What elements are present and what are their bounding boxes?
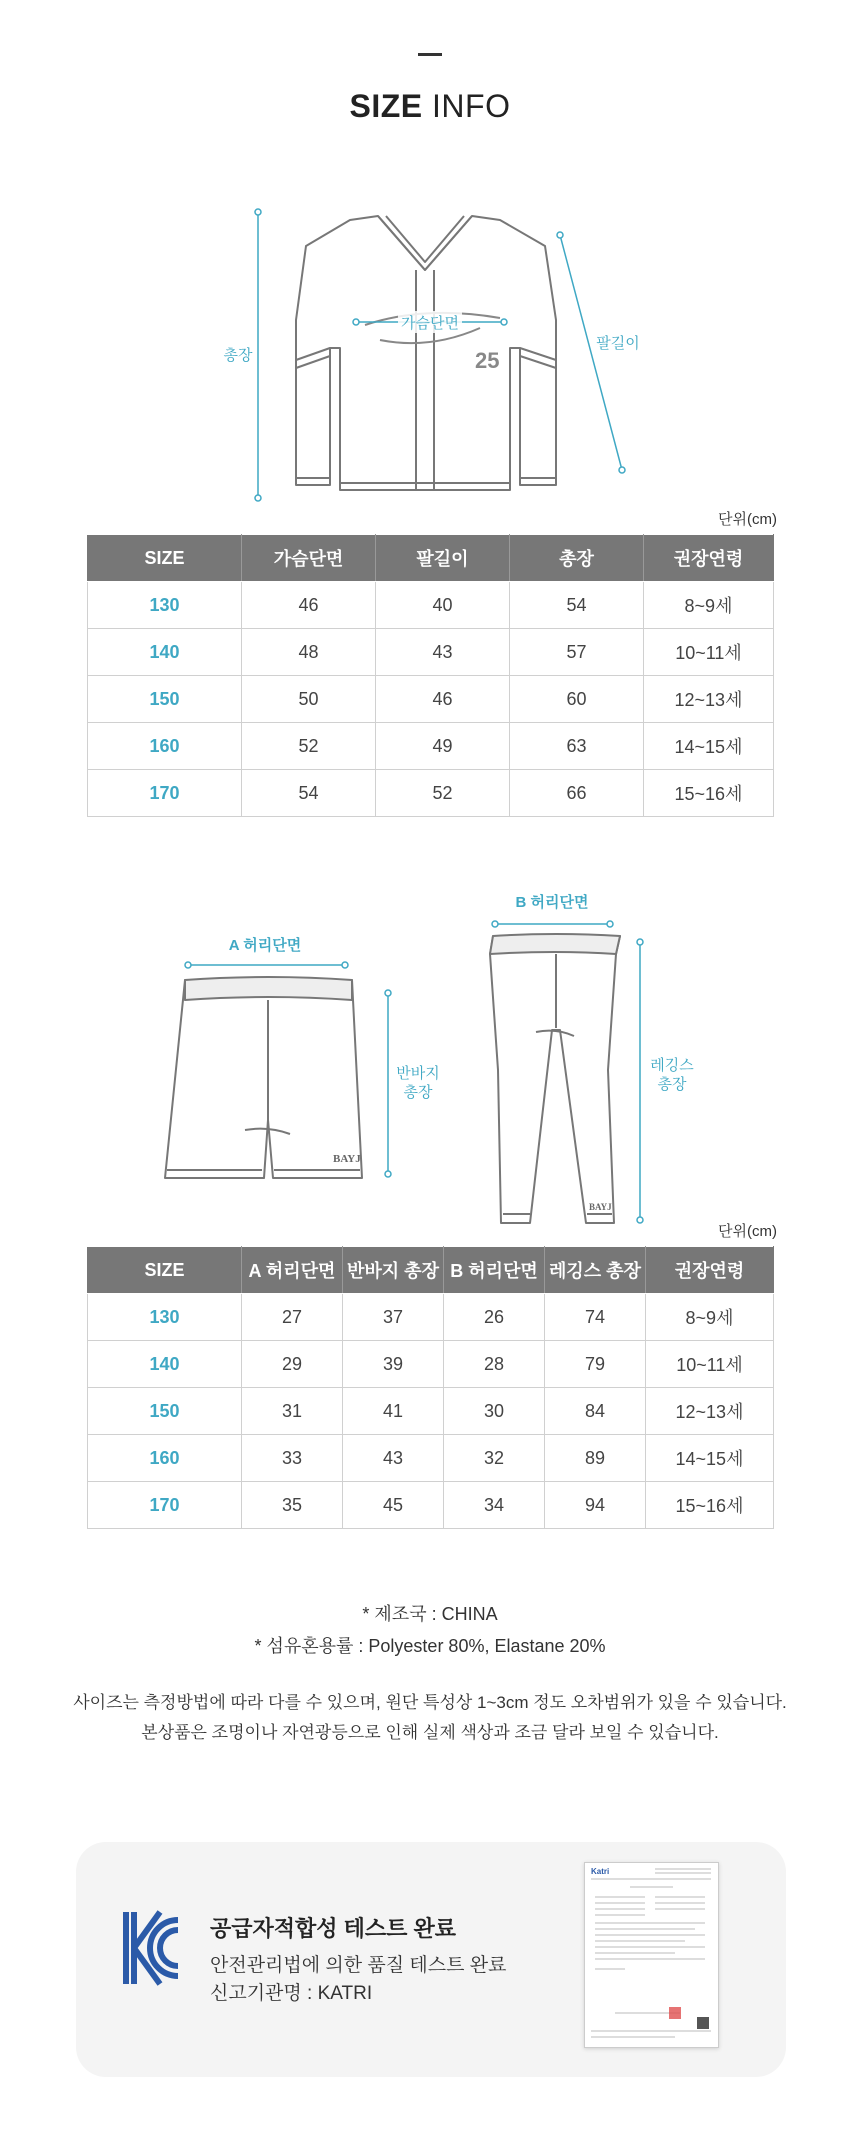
th-age: 권장연령 — [646, 1247, 774, 1294]
jersey-figure — [0, 200, 860, 510]
fabric-note: * 섬유혼용률 : Polyester 80%, Elastane 20% — [254, 1636, 606, 1656]
unit-label-bottom: 단위(cm) — [718, 1223, 777, 1240]
table-cell: 14~15세 — [644, 723, 774, 770]
table-cell: 27 — [242, 1294, 343, 1341]
table-cell: 94 — [545, 1482, 646, 1529]
th-b-waist: B 허리단면 — [444, 1247, 545, 1294]
th-length: 총장 — [510, 535, 644, 582]
leggings-brand-mark: BAYJ — [589, 1202, 612, 1212]
table-cell: 74 — [545, 1294, 646, 1341]
table-cell: 89 — [545, 1435, 646, 1482]
chest-label: 가슴단면 — [401, 315, 459, 332]
th-leggings-length: 레깅스 총장 — [545, 1247, 646, 1294]
table-cell: 15~16세 — [644, 770, 774, 817]
sleeve-label: 팔길이 — [596, 335, 640, 352]
table-cell: 30 — [444, 1388, 545, 1435]
table-cell: 35 — [242, 1482, 343, 1529]
table-cell: 52 — [376, 770, 510, 817]
th-size: SIZE — [88, 1247, 242, 1294]
table-cell: 34 — [444, 1482, 545, 1529]
th-shorts-length: 반바지 총장 — [343, 1247, 444, 1294]
certificate-lines — [585, 1863, 718, 2047]
disclaimer-line-2: 본상품은 조명이나 자연광등으로 인해 실제 색상과 조금 달라 보일 수 있습니다. — [141, 1723, 719, 1742]
table-cell: 43 — [343, 1435, 444, 1482]
table-cell: 10~11세 — [644, 629, 774, 676]
table-cell: 43 — [376, 629, 510, 676]
size-cell: 130 — [88, 1294, 242, 1341]
table-cell: 41 — [343, 1388, 444, 1435]
shorts-brand-mark: BAYJ — [333, 1153, 361, 1165]
table-cell: 31 — [242, 1388, 343, 1435]
table-cell: 54 — [510, 582, 644, 629]
table-cell: 26 — [444, 1294, 545, 1341]
size-cell: 150 — [88, 676, 242, 723]
table-cell: 39 — [343, 1341, 444, 1388]
table-cell: 40 — [376, 582, 510, 629]
test-certificate-image — [584, 1862, 719, 2048]
table-cell: 28 — [444, 1341, 545, 1388]
disclaimer-line-1: 사이즈는 측정방법에 따라 다를 수 있으며, 원단 특성상 1~3cm 정도 오차범위가 있을 수 있습니다. — [73, 1693, 787, 1712]
table-cell: 54 — [242, 770, 376, 817]
table-cell: 8~9세 — [646, 1294, 774, 1341]
size-cell: 150 — [88, 1388, 242, 1435]
table-cell: 50 — [242, 676, 376, 723]
table-row — [88, 676, 774, 723]
table-row — [88, 1482, 774, 1529]
table-cell: 63 — [510, 723, 644, 770]
table-cell: 14~15세 — [646, 1435, 774, 1482]
title-dash — [418, 53, 442, 56]
table-row — [88, 723, 774, 770]
table-cell: 46 — [376, 676, 510, 723]
table-header-row — [88, 535, 774, 582]
size-cell: 170 — [88, 770, 242, 817]
table-row — [88, 629, 774, 676]
leggings-length-label-2: 총장 — [657, 1076, 687, 1093]
kc-logo-icon — [120, 1908, 182, 1988]
kc-title: 공급자적합성 테스트 완료 — [210, 1916, 456, 1941]
table-cell: 29 — [242, 1341, 343, 1388]
shorts-length-label-2: 총장 — [403, 1084, 433, 1101]
table-header-row — [88, 1247, 774, 1294]
table-cell: 66 — [510, 770, 644, 817]
th-sleeve: 팔길이 — [376, 535, 510, 582]
table-cell: 45 — [343, 1482, 444, 1529]
table-row — [88, 1294, 774, 1341]
table-cell: 8~9세 — [644, 582, 774, 629]
shorts-length-label-1: 반바지 — [396, 1065, 440, 1082]
th-age: 권장연령 — [644, 535, 774, 582]
kc-line-1: 안전관리법에 의한 품질 테스트 완료 — [210, 1955, 507, 1976]
table-row — [88, 1341, 774, 1388]
shorts-leggings-figure — [0, 880, 860, 1230]
a-waist-label: A 허리단면 — [228, 937, 302, 954]
th-chest: 가슴단면 — [242, 535, 376, 582]
b-waist-label: B 허리단면 — [515, 894, 589, 911]
table-cell: 12~13세 — [646, 1388, 774, 1435]
table-cell: 48 — [242, 629, 376, 676]
th-a-waist: A 허리단면 — [242, 1247, 343, 1294]
origin-note: * 제조국 : CHINA — [362, 1604, 498, 1624]
size-cell: 160 — [88, 723, 242, 770]
jersey-number: 25 — [475, 348, 500, 373]
table-row — [88, 1388, 774, 1435]
table-row — [88, 770, 774, 817]
table-cell: 49 — [376, 723, 510, 770]
table-cell: 60 — [510, 676, 644, 723]
size-cell: 160 — [88, 1435, 242, 1482]
table-cell: 12~13세 — [644, 676, 774, 723]
table-cell: 10~11세 — [646, 1341, 774, 1388]
bottom-size-table — [87, 1246, 774, 1529]
size-cell: 140 — [88, 1341, 242, 1388]
katri-logo: Katri — [591, 1867, 610, 1876]
length-label: 총장 — [223, 347, 253, 364]
size-cell: 130 — [88, 582, 242, 629]
table-cell: 52 — [242, 723, 376, 770]
table-cell: 57 — [510, 629, 644, 676]
table-cell: 33 — [242, 1435, 343, 1482]
size-cell: 170 — [88, 1482, 242, 1529]
table-cell: 32 — [444, 1435, 545, 1482]
leggings-length-label-1: 레깅스 — [650, 1057, 694, 1074]
table-row — [88, 582, 774, 629]
unit-label-top: 단위(cm) — [718, 511, 777, 528]
table-cell: 15~16세 — [646, 1482, 774, 1529]
top-size-table — [87, 534, 774, 817]
table-row — [88, 1435, 774, 1482]
table-cell: 46 — [242, 582, 376, 629]
table-cell: 37 — [343, 1294, 444, 1341]
table-cell: 84 — [545, 1388, 646, 1435]
kc-line-2: 신고기관명 : KATRI — [210, 1983, 373, 2004]
size-cell: 140 — [88, 629, 242, 676]
page-title: SIZE INFO — [349, 88, 511, 124]
table-cell: 79 — [545, 1341, 646, 1388]
th-size: SIZE — [88, 535, 242, 582]
